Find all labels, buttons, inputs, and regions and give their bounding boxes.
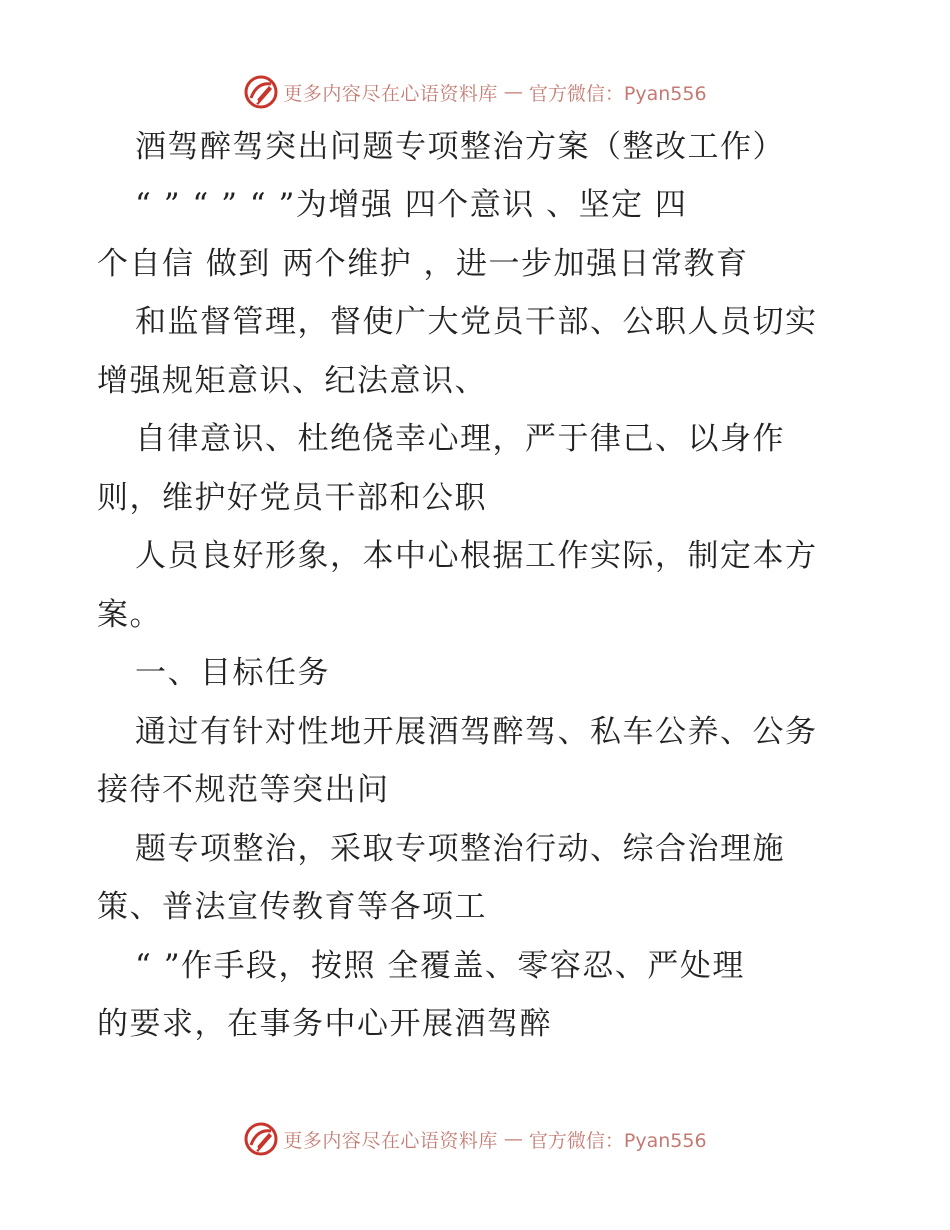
document-title: 酒驾醉驾突出问题专项整治方案（整改工作） [135,129,785,165]
header-banner [0,72,950,112]
header-wechat-text: 官方微信：Pyan556 [528,82,707,105]
pen-logo-icon [243,1121,279,1157]
paragraph-line: 个自信 做到 两个维护 ，进一步加强日常教育 [97,246,749,282]
paragraph-line: 自律意识、杜绝侥幸心理，严于律己、以身作 [135,421,785,457]
paragraph-line: “ ”作手段，按照 全覆盖、零容忍、严处理 [135,948,745,984]
footer-brand-text: 更多内容尽在心语资料库 [283,1129,498,1152]
paragraph-line: 通过有针对性地开展酒驾醉驾、私车公养、公务 [135,714,818,750]
paragraph-line: 和监督管理，督使广大党员干部、公职人员切实 [135,304,818,340]
section-heading: 一、目标任务 [135,655,330,691]
paragraph-line: 接待不规范等突出问 [97,772,390,808]
paragraph-line: 的要求，在事务中心开展酒驾醉 [97,1006,552,1042]
footer-banner [0,1119,950,1159]
pen-logo-icon [243,74,279,110]
footer-dash: — [503,1128,523,1150]
paragraph-line: 人员良好形象，本中心根据工作实际，制定本方 [135,538,818,574]
paragraph-line: 则，维护好党员干部和公职 [97,480,487,516]
paragraph-line: 策、普法宣传教育等各项工 [97,889,487,925]
header-brand-text: 更多内容尽在心语资料库 [283,82,498,105]
paragraph-line: “ ” “ ” “ ”为增强 四个意识 、坚定 四 [135,187,688,223]
paragraph-line: 增强规矩意识、纪法意识、 [97,363,487,399]
footer-wechat-text: 官方微信：Pyan556 [528,1129,707,1152]
paragraph-line: 案。 [97,597,162,633]
header-dash: — [503,81,523,103]
paragraph-line: 题专项整治，采取专项整治行动、综合治理施 [135,831,785,867]
